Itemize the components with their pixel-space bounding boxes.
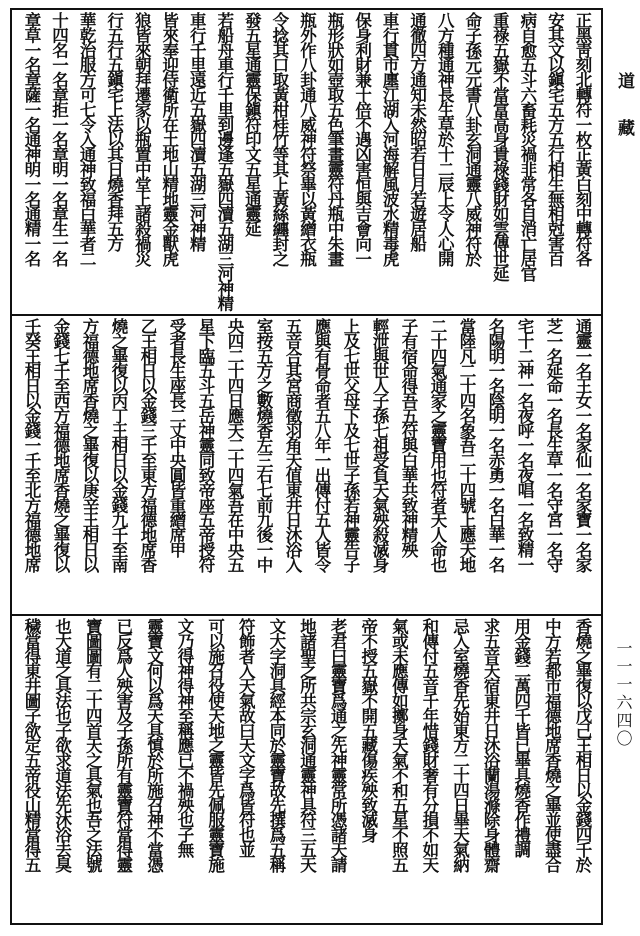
text-column: 香燒之畢復以戊己王相日以金錢四千於 [572, 618, 592, 872]
text-column: 上及七世父母下及七世子孫若神靈告子 [341, 318, 360, 572]
text-column: 地諸聖之所共宗玄洞通靈神具符三五天 [297, 618, 317, 872]
text-column: 方福德地席香燒之畢復以庚辛王相日以 [80, 318, 99, 572]
text-column: 車行千里遠近五嶽四瀆五湖三河神精 [187, 12, 207, 251]
lower-panel [12, 616, 601, 923]
text-column: 病自愈五斗六畜耗災禍非常各自消亡居官 [517, 12, 537, 281]
page-frame [10, 8, 603, 925]
text-column: 名陽明一名陰明一名赤勇一名白華一名 [486, 318, 505, 572]
text-column: 用金錢二萬四千皆已畢具燒香作禮調 [511, 618, 531, 857]
text-column: 令捻其口取黃柑桂竹等其上黃絲纏封之 [269, 12, 289, 266]
text-column: 命子孫元元書八卦玄洞通靈八威神符於 [462, 12, 482, 266]
text-column: 星下臨五斗五岳神靈同致帝座五帝授符 [196, 318, 215, 572]
text-column: 正黑靑刻北轉符一枚正黃白刻中轉符各 [572, 12, 592, 266]
text-column: 保身利財兼十倍不遇凶害恒與吉會向一 [352, 12, 372, 266]
text-column: 忌入室燒香先始東方二十四日畢天氣納 [450, 618, 470, 872]
text-column: 子有宿命得吾五符與白華共致神精殃 [399, 318, 418, 557]
text-column: 行五行五鎭宅上法以其日燒香拜五方 [104, 12, 124, 251]
text-column: 應與有骨命者五八年一出傳付五人皆令 [312, 318, 331, 572]
text-column: 章草一名章薩一名通神明一名通精一名 [22, 12, 41, 266]
text-column: 十四名一名章拒一名章明一名章生一名 [49, 12, 69, 266]
text-column: 華乾治服方可七令入通神致福白華者二 [77, 12, 97, 266]
text-column: 央四二十四日應天二十四氣吾在中央五 [225, 318, 244, 572]
middle-panel [12, 316, 601, 616]
text-column: 受者長生座長二丈中央圓皆重繒席甲 [167, 318, 186, 557]
text-column: 狼皆來朝拜遷家以瓶置中堂上諸殺禍災 [132, 12, 152, 266]
text-column: 乙王相日以金錢三千至東方福德地席香 [138, 318, 157, 572]
text-column: 五音合其宮商徵羽角天值東井日沐浴入 [283, 318, 302, 572]
text-column: 氣或未應傳如擲身天氣不和五星不照五 [389, 618, 409, 872]
margin-title: 道藏 [614, 72, 634, 166]
text-column: 室按五方之數燒香左三右七前九後一中 [254, 318, 273, 572]
text-column: 中方若都市福德地席香燒之畢並使盡合 [542, 618, 562, 872]
upper-panel [12, 10, 601, 316]
text-column: 當陸凡二十四名象吾二十四號上應天地 [457, 318, 476, 572]
text-column: 發五星通靈保鎭符印文五星通靈延 [242, 12, 262, 236]
text-column: 八方種通神長生草於十二辰上令人心開 [435, 12, 455, 266]
text-column: 符飾者入天氣故曰天文字爲皆符也並 [236, 618, 256, 857]
text-column: 壬癸王相日以金錢一千至北方福德地席 [22, 318, 41, 572]
text-column: 帝不授五嶽不開五藏傷疾殃致滅身 [358, 618, 378, 842]
text-column: 輕泄與世人子孫七祖受負天氣殃殺滅身 [370, 318, 389, 572]
text-column: 瓶形狀如壺取五色筆畫靈符丹瓶中朱畫 [325, 12, 345, 266]
text-column: 金錢七千至西方福德地席香燒之畢復以 [51, 318, 70, 572]
text-column: 文大字洞具經本同於靈寶故先撰爲五稱 [266, 618, 286, 872]
text-column: 文乃得神得神至稱應已不禍殃也子無 [175, 618, 195, 857]
text-column: 安其文以鎭宅五方五行相生無相尅害百 [545, 12, 565, 266]
text-column: 若船舟車行千里到邊逢五嶽四瀆五湖三河神精 [214, 12, 234, 311]
text-column: 可以施召役使天地之靈皆先佩服靈寶施 [205, 618, 225, 872]
text-column: 和傳付五音千年惜錢財奢有分損不如天 [419, 618, 439, 872]
text-column: 寶圖圖有二十四首天之具氣也吾之法號 [83, 618, 103, 872]
text-column: 老君曰靈寶爲通之先神靈常所憑諸天請 [328, 618, 348, 872]
text-column: 重祿五嶽不當富高身貴祿錢財如雲傳世延 [490, 12, 510, 281]
text-column: 求五音天宿東井日沐浴蘭湯滌除身體齋 [481, 618, 501, 872]
text-column: 皆來奉迎侍衛所在土地山精地靈金獸虎 [159, 12, 179, 266]
text-column: 已反爲人殃害及子孫所有靈寶符當得靈 [113, 618, 133, 872]
text-column: 燒之畢復以丙丁王相日以金錢九千至南 [109, 318, 128, 572]
text-column: 也大道之具法也子欲求道法先沐浴去臭 [52, 618, 72, 872]
text-column: 靈寶文何以爲天具慎於所施召神不當憑 [144, 618, 164, 872]
text-column: 宅十二神一名夜呼一名夜唱一名致精一 [515, 318, 534, 572]
text-column: 車行貫市廛江湖入河海解風波水精毒虎 [380, 12, 400, 266]
text-column: 瓶外作八卦通八威神符祭畢以黃繒衣瓶 [297, 12, 317, 266]
text-column: 芝一名延命一名長生草一名守宮一名守 [544, 318, 563, 572]
text-column: 二十四氣通家之靈寶用也符者天人命也 [428, 318, 447, 572]
page-number: 一一一六四〇 [614, 640, 633, 748]
text-column: 通徹四方通知未然昭若日月若遊居船 [407, 12, 427, 251]
text-column: 穢當得東井圖子欲定五帝役山精當得五 [22, 618, 41, 872]
text-column: 通靈一名王女一名家仙一名家寶一名家 [573, 318, 592, 572]
